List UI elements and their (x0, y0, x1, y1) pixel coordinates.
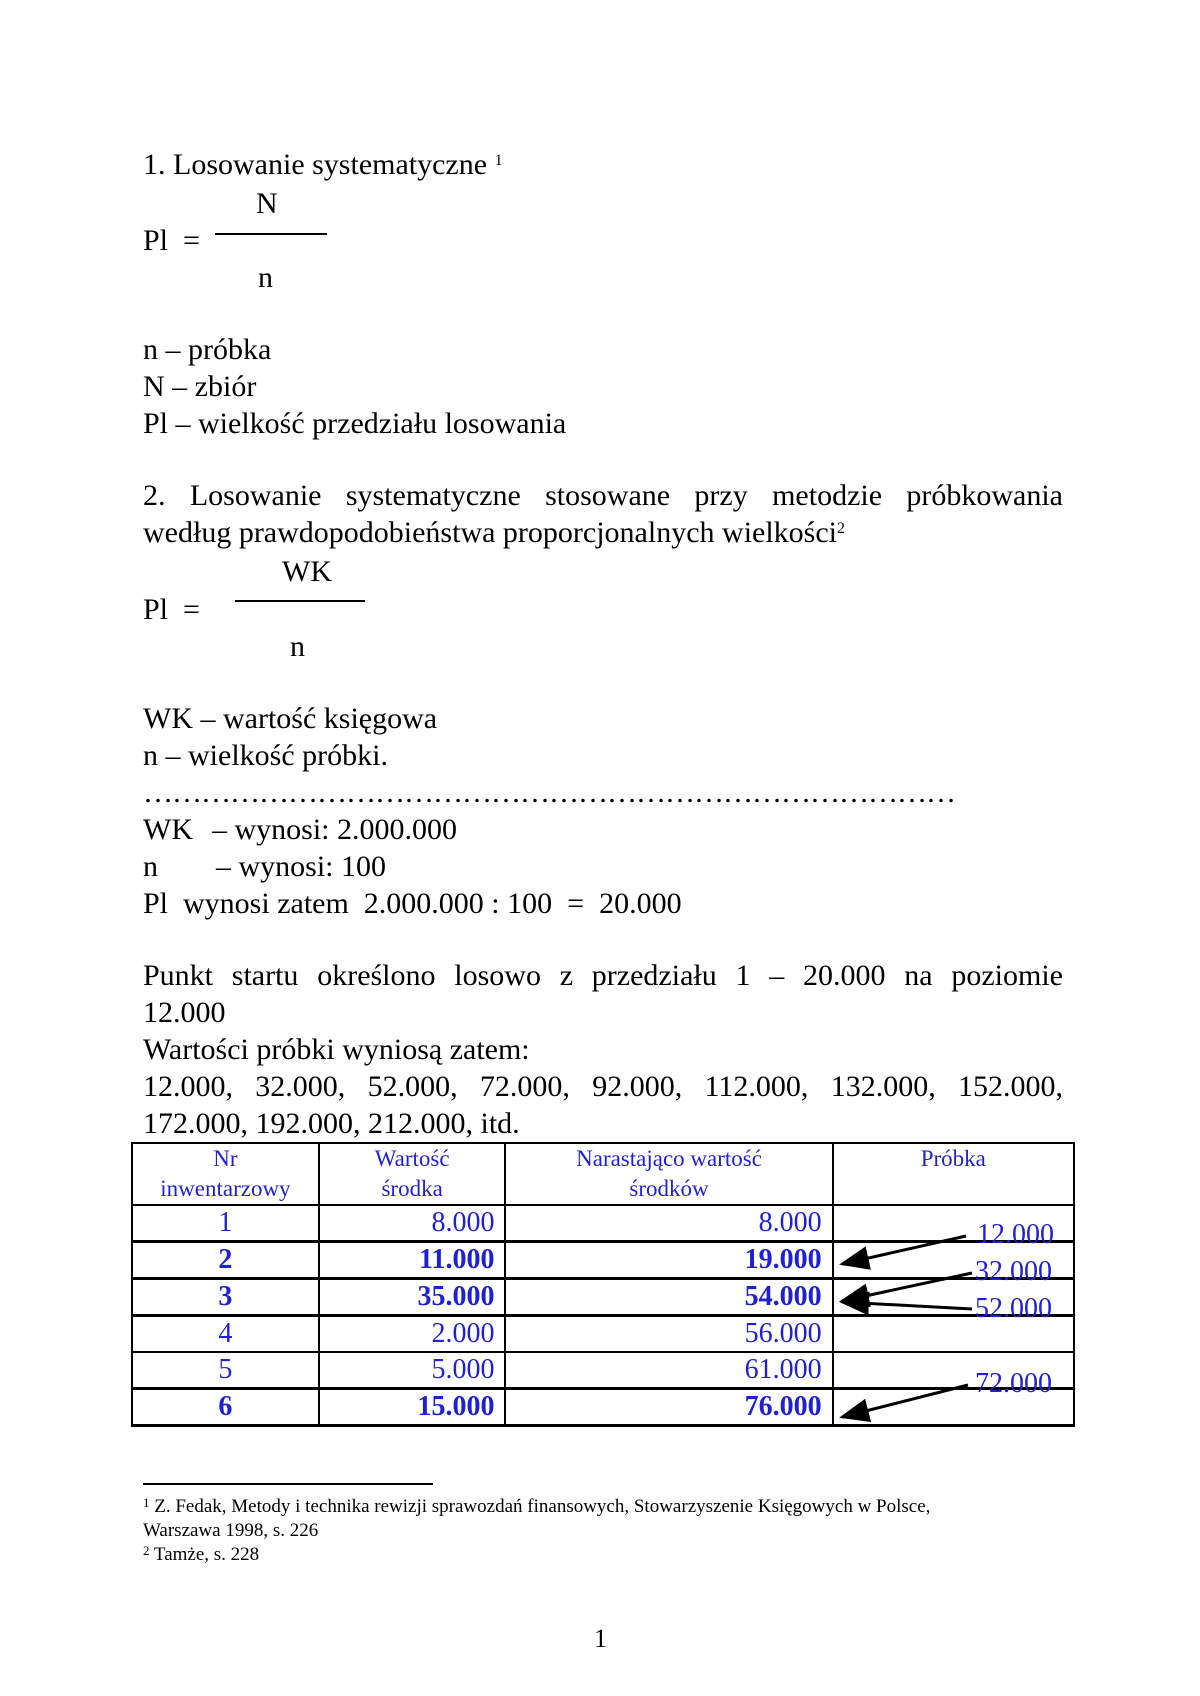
cell-value: 35.000 (319, 1279, 506, 1316)
section1-title: 1. Losowanie systematyczne $^1$ (143, 148, 503, 181)
cell-nr: 6 (132, 1389, 319, 1426)
footnote-ref-1: 1 (494, 152, 503, 169)
cell-cumulative: 8.000 (505, 1205, 832, 1242)
arrow-32000 (842, 1273, 972, 1301)
cell-cumulative: 54.000 (505, 1279, 832, 1316)
cell-cumulative: 56.000 (505, 1316, 832, 1353)
cell-cumulative: 76.000 (505, 1389, 832, 1426)
cell-nr: 1 (132, 1205, 319, 1242)
section2-legend-WK: WK – wartość księgowa (143, 702, 438, 735)
formula2-numerator: WK (282, 555, 332, 588)
section1-legend-Pl: Pl – wielkość przedziału losowania (143, 407, 567, 440)
calc-wk-label: WK (143, 813, 193, 846)
start-point-line2: 12.000 (143, 996, 226, 1029)
header-value: Wartość środka (319, 1143, 506, 1205)
footnote-1-cont: Warszawa 1998, s. 226 (143, 1520, 319, 1541)
footnote-ref-2: 2 (837, 520, 845, 537)
header-cumulative: Narastająco wartość środków (505, 1143, 832, 1205)
arrow-72000 (842, 1385, 968, 1417)
formula1-lhs: Pl = (143, 224, 200, 257)
values-intro: Wartości próbki wyniosą zatem: (143, 1033, 530, 1066)
cell-nr: 4 (132, 1316, 319, 1353)
section2-legend-n: n – wielkość próbki. (143, 739, 388, 772)
cell-nr: 2 (132, 1242, 319, 1279)
calc-n-label: n (143, 850, 158, 883)
arrow-12000 (842, 1236, 966, 1264)
sample-value: 52.000 (975, 1293, 1052, 1324)
footnote-2: $^2$ Tamże, s. 228 (143, 1543, 260, 1565)
cell-cumulative: 61.000 (505, 1352, 832, 1389)
section2-title-line1: 2. Losowanie systematyczne stosowane przy metodzie próbkowania (143, 479, 1063, 512)
page-number: 1 (594, 1624, 607, 1653)
calc-n-text: – wynosi: 100 (216, 850, 387, 883)
formula1-denominator: n (258, 261, 273, 294)
cell-nr: 5 (132, 1352, 319, 1389)
formula1-numerator: N (256, 187, 278, 220)
values-line1: 12.000, 32.000, 52.000, 72.000, 92.000, 112.000, 132.000, 152.000, (143, 1070, 1063, 1103)
formula2-denominator: n (290, 630, 305, 663)
start-point-line1: Punkt startu określono losowo z przedziału 1 – 20.000 na poziomie (143, 959, 1063, 992)
cell-value: 5.000 (319, 1352, 506, 1389)
footnote-separator (143, 1483, 433, 1485)
sample-value: 72.000 (975, 1368, 1052, 1399)
section2-title-line2: według prawdopodobieństwa proporcjonalnych wielkości$^2$ (143, 516, 845, 549)
cell-value: 2.000 (319, 1316, 506, 1353)
section1-legend-n: n – próbka (143, 333, 272, 366)
section1-legend-N: N – zbiór (143, 370, 257, 403)
formula2-lhs: Pl = (143, 593, 200, 626)
cell-value: 8.000 (319, 1205, 506, 1242)
sample-value: 32.000 (975, 1256, 1052, 1287)
footnote-1: $^1$ Z. Fedak, Metody i technika rewizji sprawozdań finansowych, Stowarzyszenie Księgowych w Polsce, (143, 1495, 931, 1517)
arrow-52000 (842, 1302, 972, 1309)
calc-pl-line: Pl wynosi zatem 2.000.000 : 100 = 20.000 (143, 887, 682, 920)
sample-value: 12.000 (977, 1219, 1054, 1250)
header-nr: Nr inwentarzowy (132, 1143, 319, 1205)
dotted-separator: ………………………………………………………………………… (143, 776, 955, 809)
cell-value: 11.000 (319, 1242, 506, 1279)
cell-cumulative: 19.000 (505, 1242, 832, 1279)
header-sample: Próbka (833, 1143, 1074, 1205)
calc-wk-text: – wynosi: 2.000.000 (212, 813, 458, 846)
cell-value: 15.000 (319, 1389, 506, 1426)
values-line2: 172.000, 192.000, 212.000, itd. (143, 1107, 520, 1140)
cell-nr: 3 (132, 1279, 319, 1316)
